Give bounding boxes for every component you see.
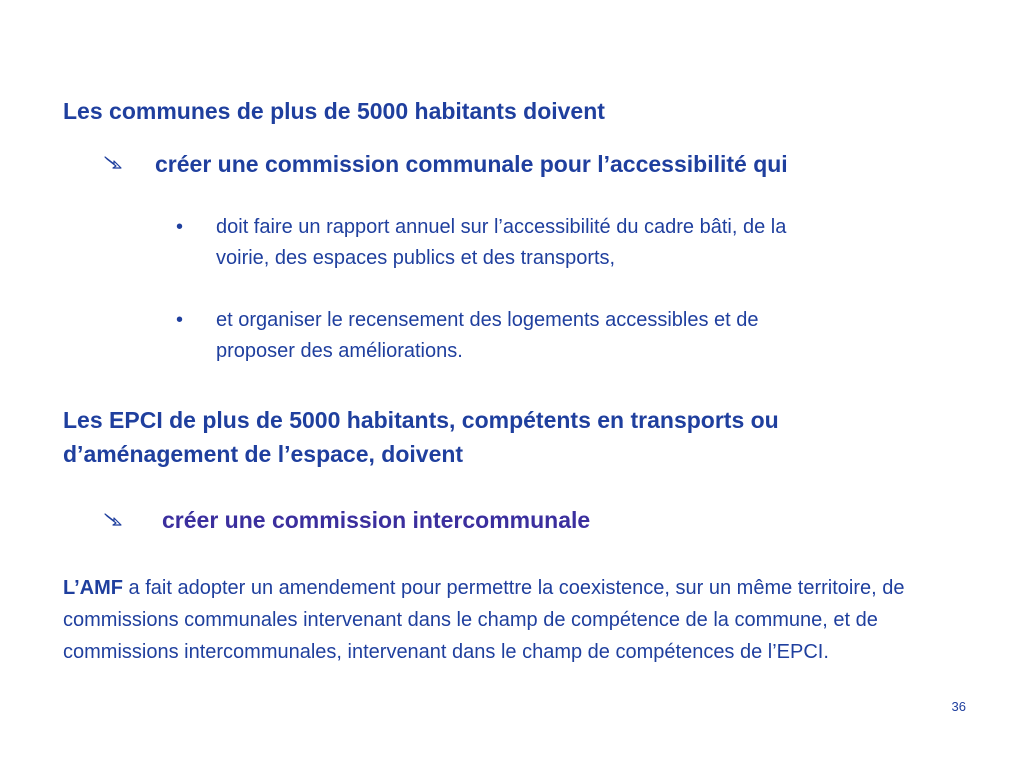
heading-epci-line1: Les EPCI de plus de 5000 habitants, compétents en transports ou xyxy=(63,407,779,433)
sub-item-commission-intercommunale: créer une commission intercommunale xyxy=(162,507,591,533)
bullet-line: et organiser le recensement des logements accessibles et de xyxy=(216,309,759,331)
page-number: 36 xyxy=(951,699,966,714)
bullet-dot: • xyxy=(176,309,184,331)
sub-item-commission-communale: créer une commission communale pour l’accessibilité qui xyxy=(155,151,788,177)
bullet-item-recensement xyxy=(216,305,759,367)
amf-bold-lead: L’AMF xyxy=(63,577,123,599)
bullet-line: doit faire un rapport annuel sur l’accessibilité du cadre bâti, de la xyxy=(216,216,787,238)
heading-epci-line2: d’aménagement de l’espace, doivent xyxy=(63,441,464,467)
bullet-dot: • xyxy=(176,216,184,238)
amf-paragraph xyxy=(63,572,963,668)
hollow-arrow-icon xyxy=(103,512,123,528)
hollow-arrow-icon xyxy=(103,155,123,171)
bullet-line: voirie, des espaces publics et des transports, xyxy=(216,247,616,269)
amf-text: a fait adopter un amendement pour permettre la coexistence, sur un même territoire, de commissions communales intervenant dans le champ de compétence de la commune, et de commissions intercommunales, intervenant dans le champ de compétences de l’EPCI. xyxy=(63,577,905,663)
bullet-item-rapport xyxy=(216,212,786,274)
heading-communes: Les communes de plus de 5000 habitants doivent xyxy=(63,98,605,124)
bullet-line: proposer des améliorations. xyxy=(216,340,463,362)
